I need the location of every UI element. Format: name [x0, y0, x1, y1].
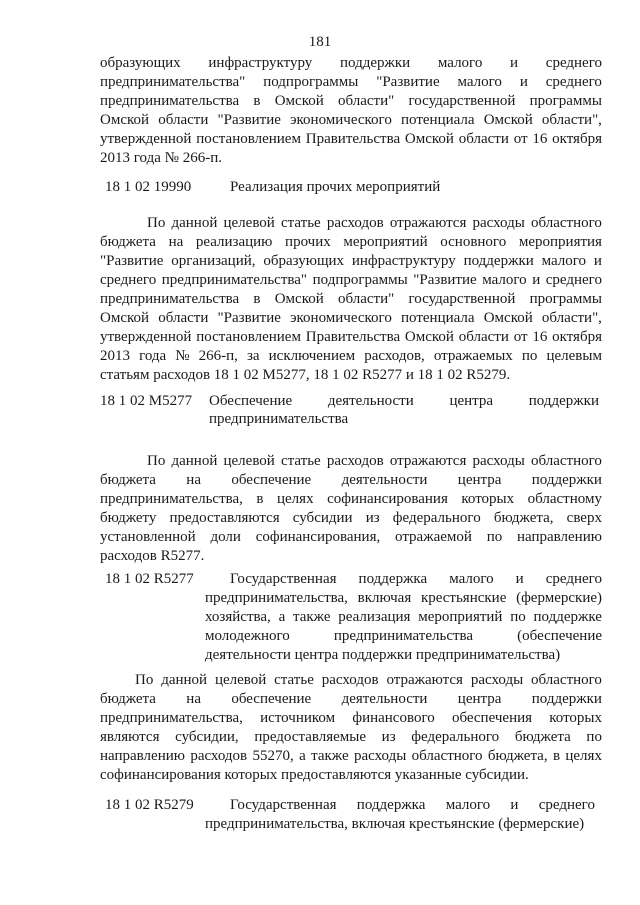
paragraph-line: Омской области "Развитие экономического потенциала Омской области", [100, 112, 602, 128]
paragraph-line: 2013 года № 266-п, за исключением расходов, отражаемых по целевым [100, 348, 602, 364]
section-title-line: Государственная поддержка малого и среднего [230, 571, 602, 587]
paragraph-line: бюджета на реализацию прочих мероприятий основного мероприятия [100, 234, 602, 250]
section-title-line: Реализация прочих мероприятий [230, 179, 441, 195]
paragraph-line: являются субсидии, предоставляемые из федерального бюджета по [100, 729, 602, 745]
section-title-line: предпринимательства [209, 411, 349, 427]
section-title-line: предпринимательства, включая крестьянские (фермерские) [205, 590, 602, 606]
paragraph-line: предпринимательства" подпрограммы "Развитие малого и среднего [100, 74, 602, 90]
section-title-line: молодежного предпринимательства (обеспечение [205, 628, 602, 644]
budget-code: 18 1 02 R5277 [105, 571, 194, 587]
paragraph-line: бюджета на обеспечение деятельности центра поддержки [100, 691, 602, 707]
paragraph-line: "Развитие организаций, образующих инфраструктуру поддержки малого и [100, 253, 602, 269]
paragraph-line: направлению расходов 55270, а также расходы областного бюджета, в целях [100, 748, 602, 764]
paragraph-line: предпринимательства в Омской области" государственной программы [100, 291, 602, 307]
page-number: 181 [308, 34, 332, 50]
paragraph-line: 2013 года № 266-п. [100, 150, 222, 166]
paragraph-line: По данной целевой статье расходов отражаются расходы областного [135, 672, 602, 688]
paragraph-line: Омской области "Развитие экономического потенциала Омской области", [100, 310, 602, 326]
paragraph-line: софинансирования которых предоставляются указанные субсидии. [100, 767, 529, 783]
paragraph-line: предпринимательства, в целях софинансирования которых областному [100, 491, 602, 507]
budget-code: 18 1 02 M5277 [100, 393, 193, 409]
paragraph-line: среднего предпринимательства" подпрограммы "Развитие малого и среднего [100, 272, 602, 288]
budget-code: 18 1 02 R5279 [105, 797, 194, 813]
section-title-line: деятельности центра поддержки предпринимательства) [205, 647, 561, 663]
section-title-line: предпринимательства, включая крестьянские (фермерские) [205, 816, 585, 832]
section-title-line: Обеспечение деятельности центра поддержки [209, 393, 599, 409]
paragraph-line: По данной целевой статье расходов отражаются расходы областного [147, 215, 602, 231]
paragraph-line: расходов R5277. [100, 548, 205, 564]
paragraph-line: утвержденной постановлением Правительства Омской области от 16 октября [100, 329, 602, 345]
paragraph-line: образующих инфраструктуру поддержки малого и среднего [100, 55, 602, 71]
paragraph-line: предпринимательства, источником финансового обеспечения которых [100, 710, 602, 726]
paragraph-line: установленной доли софинансирования, отражаемой по направлению [100, 529, 602, 545]
section-title-line: Государственная поддержка малого и среднего [230, 797, 595, 813]
paragraph-line: предпринимательства в Омской области" государственной программы [100, 93, 602, 109]
budget-code: 18 1 02 19990 [105, 179, 192, 195]
paragraph-line: статьям расходов 18 1 02 M5277, 18 1 02 R5277 и 18 1 02 R5279. [100, 367, 511, 383]
section-title-line: хозяйства, а также реализация мероприятий по поддержке [205, 609, 602, 625]
paragraph-line: По данной целевой статье расходов отражаются расходы областного [147, 453, 602, 469]
paragraph-line: бюджету предоставляются субсидии из федерального бюджета, сверх [100, 510, 602, 526]
paragraph-line: утвержденной постановлением Правительства Омской области от 16 октября [100, 131, 602, 147]
paragraph-line: бюджета на обеспечение деятельности центра поддержки [100, 472, 602, 488]
